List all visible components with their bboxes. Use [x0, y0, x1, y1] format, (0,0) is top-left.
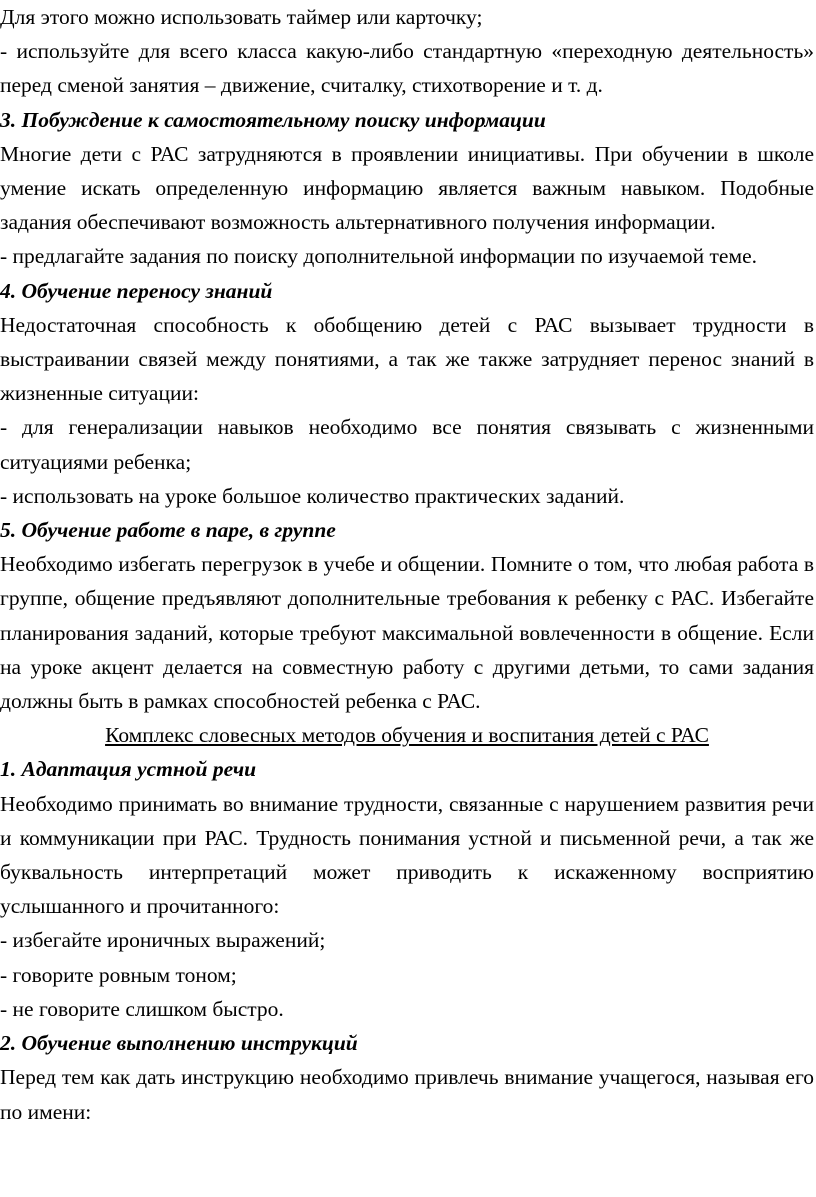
heading-knowledge-transfer: 4. Обучение переносу знаний	[0, 278, 273, 303]
heading-oral-speech: 1. Адаптация устной речи	[0, 757, 257, 782]
section-title: Комплекс словесных методов обучения и воспитания детей с РАС	[105, 723, 709, 748]
paragraph-practical-tasks: - использовать на уроке большое количество практических заданий.	[0, 483, 625, 508]
paragraph-generalization-skills: - для генерализации навыков необходимо все понятия связывать с жизненными ситуациями ребенка;	[0, 415, 814, 474]
paragraph-search-tasks: - предлагайте задания по поиску дополнительной информации по изучаемой теме.	[0, 244, 757, 269]
paragraph-timer: Для этого можно использовать таймер или карточку;	[0, 5, 483, 29]
heading-instructions: 2. Обучение выполнению инструкций	[0, 1031, 358, 1056]
paragraph-transition-activity: - используйте для всего класса какую-либо стандартную «переходную деятельность» перед сменой занятия – движение, считалку, стихотворение и т. д.	[0, 39, 814, 98]
paragraph-speech-difficulties: Необходимо принимать во внимание трудности, связанные с нарушением развития речи и коммуникации при РАС. Трудность понимания устной и письменной речи, а так же буквальность интерпретаций может приводить к искаженному восприятию услышанного и прочитанного:	[0, 791, 814, 919]
paragraph-overload: Необходимо избегать перегрузок в учебе и общении. Помните о том, что любая работа в группе, общение предъявляют дополнительные требования к ребенку с РАС. Избегайте планирования заданий, которые требуют максимальной вовлеченности в общение. Если на уроке акцент делается на совместную работу с другими детьми, то сами задания должны быть в рамках способностей ребенка с РАС.	[0, 552, 814, 714]
paragraph-not-fast: - не говорите слишком быстро.	[0, 996, 284, 1021]
paragraph-avoid-irony: - избегайте ироничных выражений;	[0, 928, 326, 953]
paragraph-even-tone: - говорите ровным тоном;	[0, 962, 237, 987]
heading-group-work: 5. Обучение работе в паре, в группе	[0, 518, 336, 543]
paragraph-initiative: Многие дети с РАС затрудняются в проявлении инициативы. При обучении в школе умение искать определенную информацию является важным навыком. Подобные задания обеспечивают возможность альтернативного получения информации.	[0, 141, 814, 235]
paragraph-attention: Перед тем как дать инструкцию необходимо привлечь внимание учащегося, называя его по имени:	[0, 1065, 814, 1124]
heading-independent-search: 3. Побуждение к самостоятельному поиску информации	[0, 107, 546, 132]
paragraph-generalization-difficulty: Недостаточная способность к обобщению детей с РАС вызывает трудности в выстраивании связей между понятиями, а так же также затрудняет перенос знаний в жизненные ситуации:	[0, 312, 814, 406]
